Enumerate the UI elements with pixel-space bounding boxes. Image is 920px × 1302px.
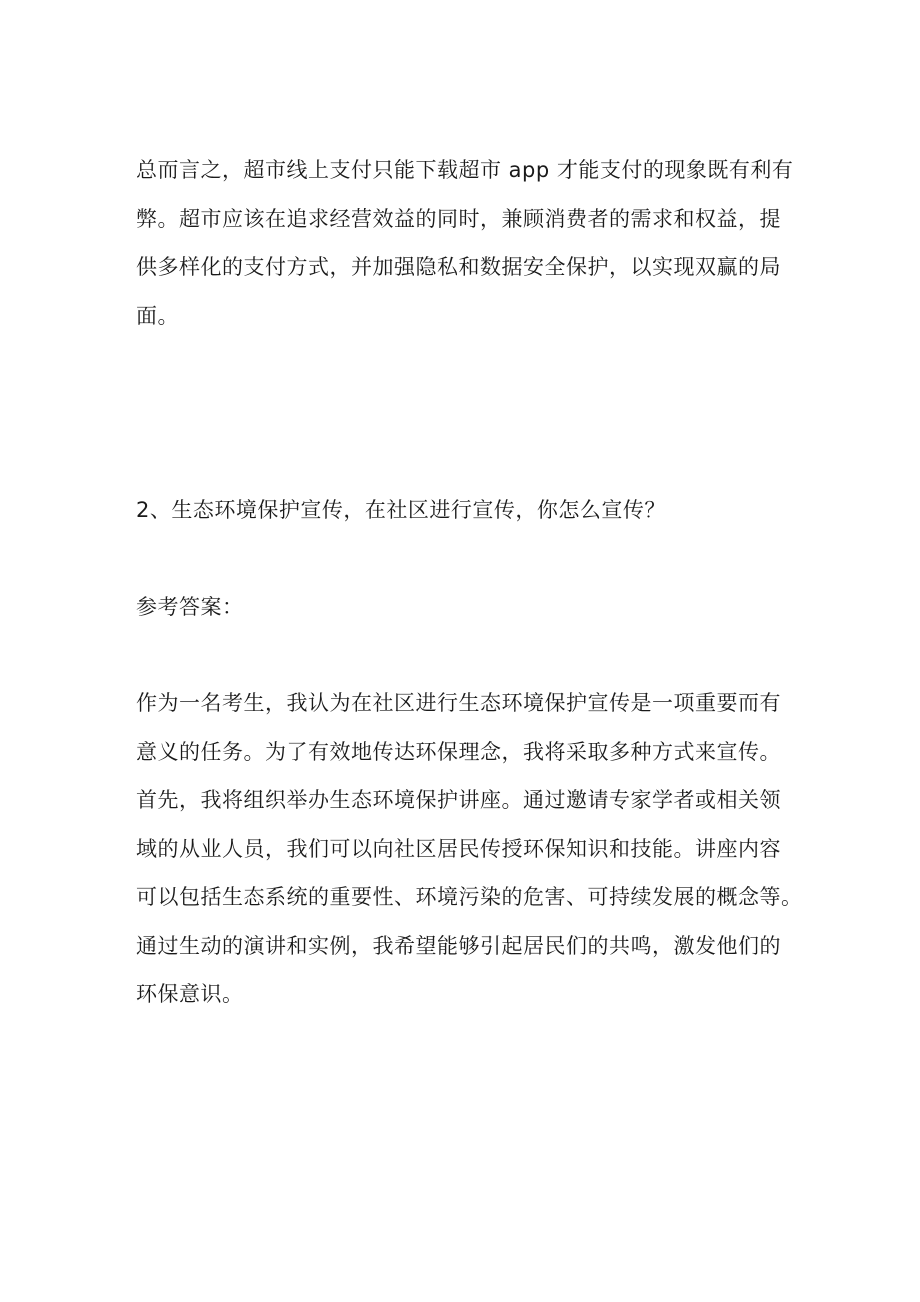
answer-paragraph (136, 679, 816, 1019)
question-text: 2、生态环境保护宣传，在社区进行宣传，你怎么宣传？ (136, 498, 666, 522)
summary-line-1: 总而言之，超市线上支付只能下载超市 app 才能支付的现象既有利有 (136, 158, 794, 182)
answer-label (136, 583, 816, 632)
answer-line-3: 首先，我将组织举办生态环境保护讲座。通过邀请专家学者或相关领 (136, 788, 781, 812)
summary-line-3: 供多样化的支付方式，并加强隐私和数据安全保护，以实现双赢的局 (136, 255, 781, 279)
answer-line-6: 通过生动的演讲和实例，我希望能够引起居民们的共鸣，激发他们的 (136, 933, 781, 958)
summary-line-2: 弊。超市应该在追求经营效益的同时，兼顾消费者的需求和权益，提 (136, 206, 781, 231)
summary-paragraph (136, 146, 816, 340)
answer-line-2: 意义的任务。为了有效地传达环保理念，我将采取多种方式来宣传。 (136, 739, 781, 764)
answer-line-7: 环保意识。 (136, 982, 244, 1006)
answer-label-text: 参考答案： (136, 595, 244, 619)
summary-line-4: 面。 (136, 303, 179, 328)
answer-line-1: 作为一名考生，我认为在社区进行生态环境保护宣传是一项重要而有 (136, 691, 781, 715)
question-heading (136, 486, 816, 535)
answer-line-5: 可以包括生态系统的重要性、环境污染的危害、可持续发展的概念等。 (136, 885, 803, 909)
answer-line-4: 域的从业人员，我们可以向社区居民传授环保知识和技能。讲座内容 (136, 836, 781, 861)
